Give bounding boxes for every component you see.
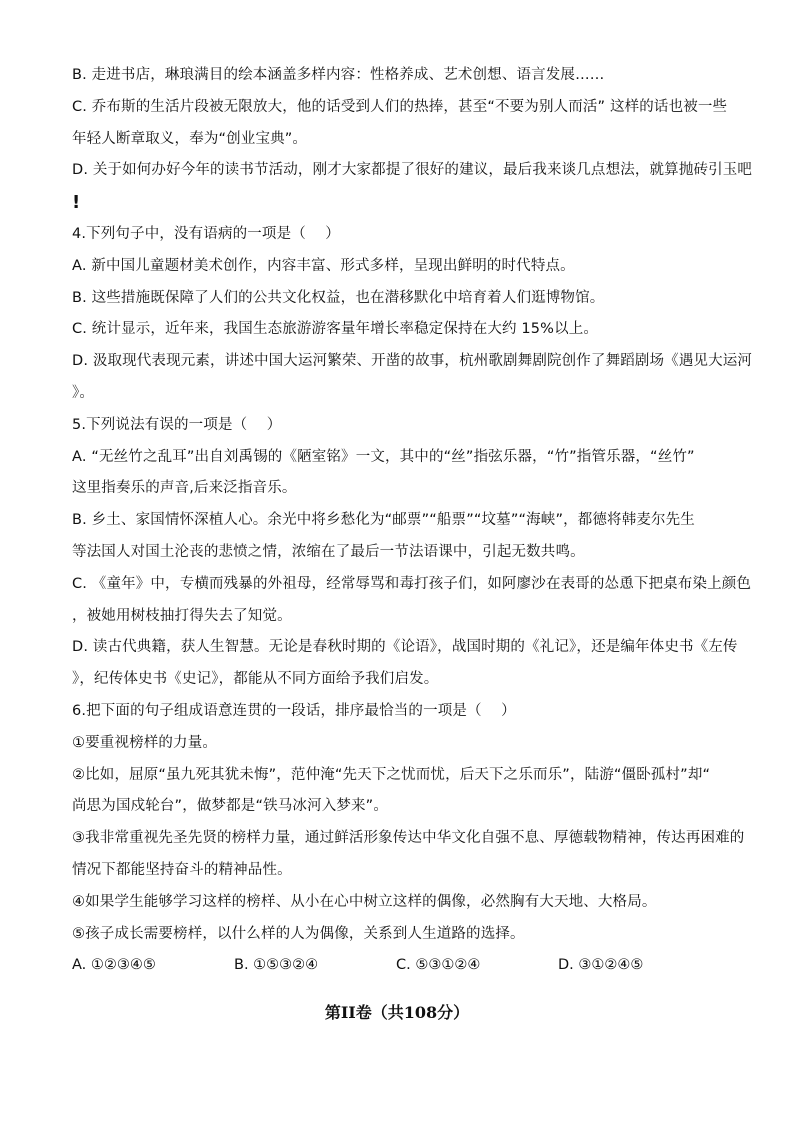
- section-title: 第II卷（共108分）: [324, 1003, 470, 1022]
- q6-sentence-5: ⑤孩子成长需要榜样，以什么样的人为偶像，关系到人生道路的选择。: [72, 925, 525, 942]
- q3-option-c-line1: C. 乔布斯的生活片段被无限放大，他的话受到人们的热捧，甚至“不要为别人而活” 这样的话也被一些: [72, 98, 728, 115]
- q5-option-a-line2: 这里指奏乐的声音,后来泛指音乐。: [72, 480, 297, 497]
- q3-option-c-line2: 年轻人断章取义，奉为“创业宝典”。: [72, 130, 308, 147]
- q5-option-b-line2: 等法国人对国土沦丧的悲愤之情，浓缩在了最后一节法语课中，引起无数共鸣。: [72, 543, 585, 560]
- q4-option-b: B. 这些措施既保障了人们的公共文化权益，也在潜移默化中培育着人们逛博物馆。: [72, 289, 605, 306]
- q5-option-d-line1: D. 读古代典籍，获人生智慧。无论是春秋时期的《论语》，战国时期的《礼记》，还是编年体史书《左传: [72, 639, 738, 656]
- q6-sentence-2-line2: 尚思为国戍轮台”，做梦都是“铁马冰河入梦来”。: [72, 798, 388, 815]
- q5-option-c-line2: ，被她用树枝抽打得失去了知觉。: [72, 607, 292, 624]
- q4-option-d-line2: 》。: [72, 384, 95, 401]
- q4-option-d-line1: D. 汲取现代表现元素，讲述中国大运河繁荣、开凿的故事，杭州歌剧舞剧院创作了舞蹈剧场《遇见大运河: [72, 353, 753, 370]
- q6-option-a: A. ①②③④⑤: [72, 957, 156, 974]
- q6-stem: 6.把下面的句子组成语意连贯的一段话，排序最恰当的一项是（ ）: [72, 702, 516, 719]
- q6-sentence-4: ④如果学生能够学习这样的榜样、从小在心中树立这样的偶像，必然胸有大天地、大格局。: [72, 893, 657, 910]
- q6-option-d: D. ③①②④⑤: [558, 957, 644, 974]
- q3-option-d-line2: !: [72, 192, 81, 214]
- q4-option-c: C. 统计显示，近年来，我国生态旅游游客量年增长率稳定保持在大约 15%以上。: [72, 321, 599, 338]
- q4-option-a: A. 新中国儿童题材美术创作，内容丰富、形式多样，呈现出鲜明的时代特点。: [72, 257, 575, 274]
- q6-sentence-2-line1: ②比如，屈原“虽九死其犹未悔”，范仲淹“先天下之忧而忧，后天下之乐而乐”，陆游“僵卧孤村”却“: [72, 766, 711, 783]
- q3-option-b: B. 走进书店，琳琅满目的绘本涵盖多样内容：性格养成、艺术创想、语言发展……: [72, 67, 605, 83]
- q5-option-d-line2: 》，纪传体史书《史记》，都能从不同方面给予我们启发。: [72, 671, 439, 688]
- q5-stem: 5.下列说法有误的一项是（ ）: [72, 416, 282, 433]
- q3-option-d-line1: D. 关于如何办好今年的读书节活动，刚才大家都提了很好的建议，最后我来谈几点想法，就算抛砖引玉吧: [72, 162, 753, 179]
- q6-sentence-1: ①要重视榜样的力量。: [72, 734, 217, 751]
- q5-option-c-line1: C. 《童年》中，专横而残暴的外祖母，经常辱骂和毒打孩子们，如阿廖沙在表哥的怂恿下把桌布染上颜色: [72, 575, 752, 592]
- q6-option-c: C. ⑤③①②④: [396, 957, 481, 974]
- q5-option-a-line1: A. “无丝竹之乱耳”出自刘禹锡的《陋室铭》一文，其中的“丝”指弦乐器，“竹”指管乐器，“丝竹”: [72, 448, 695, 465]
- q4-stem: 4.下列句子中，没有语病的一项是（ ）: [72, 225, 340, 242]
- q6-sentence-3-line1: ③我非常重视先圣先贤的榜样力量，通过鲜活形象传达中华文化自强不息、厚德载物精神，传达再困难的: [72, 830, 745, 847]
- q6-options: [72, 950, 724, 982]
- q6-option-b: B. ①⑤③②④: [234, 957, 319, 974]
- q5-option-b-line1: B. 乡土、家国情怀深植人心。余光中将乡愁化为“邮票”“船票”“坟墓”“海峡”，都德将韩麦尔先生: [72, 512, 695, 529]
- q6-sentence-3-line2: 情况下都能坚持奋斗的精神品性。: [72, 861, 292, 878]
- exam-page: [72, 60, 753, 982]
